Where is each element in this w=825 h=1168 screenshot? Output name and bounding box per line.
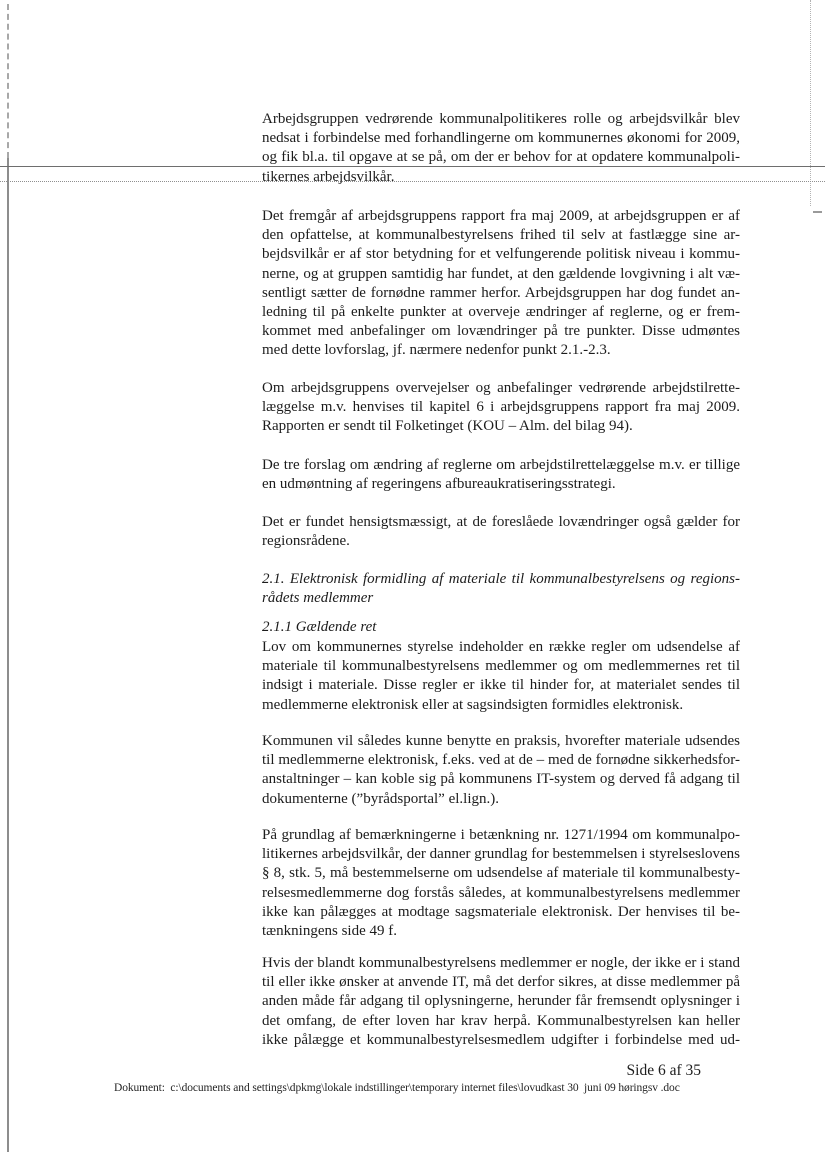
text-line: med dette lovforslag, jf. nærmere nedenfor punkt 2.1.-2.3. (262, 342, 611, 359)
scan-border-left-dashed (7, 4, 9, 158)
para-overvejelser-kapitel-6 (262, 379, 740, 437)
text-line: anstaltninger – kan koble sig på kommunens IT-system og derved få adgang til (262, 771, 740, 788)
text-line: litikernes arbejdsvilkår, der danner grundlag for bestemmelsen i styrelseslovens (262, 846, 741, 863)
para-lov-om-kommunernes-styrelse (262, 638, 740, 715)
text-line: dokumenterne (”byrådsportal” el.lign.). (262, 790, 499, 807)
text-line: nerne, og at gruppen samtidig har fundet, at den gældende lovgivning i alt væ- (262, 265, 740, 282)
document-path-footer: Dokument: c:\documents and settings\dpkmg\lokale indstillinger\temporary internet files\lovudkast 30 juni 09 høringsv .doc (114, 1082, 680, 1094)
text-line: tikernes arbejdsvilkår. (262, 168, 395, 185)
text-line: ikke kan pålægges at modtage sagsmateriale elektronisk. Der henvises til be- (262, 903, 740, 920)
text-line: sentligt sætter de fornødne rammer herfor. Arbejdsgruppen har dog fundet an- (262, 284, 740, 301)
para-rapport-maj-2009 (262, 207, 740, 361)
para-betaenkning-1271-1994 (262, 826, 740, 941)
para-kommunen-praksis (262, 732, 740, 809)
text-line: § 8, stk. 5, må bestemmelserne om udsendelse af materiale til kommunalbesty- (262, 865, 740, 882)
text-line: og fik bl.a. til opgave at se på, om der er behov for at opdatere kommunalpoli- (262, 149, 740, 166)
text-line: Rapporten er sendt til Folketinget (KOU – Alm. del bilag 94). (262, 418, 633, 435)
text-line: ikke pålægge et kommunalbestyrelsesmedlem udgifter i forbindelse med ud- (262, 1031, 740, 1048)
text-line: De tre forslag om ændring af reglerne om arbejdstilrettelæggelse m.v. er tillige (262, 457, 740, 473)
heading-2-1-elektronisk-formidling (262, 570, 740, 608)
scan-mark-right (813, 211, 822, 213)
text-line: indsigt i materiale. Disse regler er ikke til hinder for, at materialet sendes til (262, 677, 740, 694)
text-line: Kommunen vil således kunne benytte en praksis, hvorefter materiale udsendes (262, 733, 740, 749)
para-arbejdsgruppen-nedsat (262, 110, 740, 187)
para-regionsraadene (262, 513, 740, 551)
text-line: På grundlag af bemærkningerne i betænkning nr. 1271/1994 om kommunalpo- (262, 827, 740, 843)
text-line: tænkningens side 49 f. (262, 923, 397, 940)
text-line: kommet med anbefalinger om lovændringer på tre punkter. Disse udmøntes (262, 323, 740, 340)
text-line: Arbejdsgruppen vedrørende kommunalpolitikeres rolle og arbejdsvilkår blev (262, 111, 740, 127)
scan-border-left (7, 158, 9, 1152)
text-line: bejdsvilkår er af stor betydning for et velfungerende politisk niveau i kommu- (262, 246, 740, 263)
text-line: relsesmedlemmerne dog forstås således, at kommunalbestyrelsens medlemmer (262, 884, 740, 901)
heading-2-1-1-gaeldende-ret (262, 618, 740, 637)
text-line: til medlemmerne elektronisk, f.eks. ved at de – med de fornødne sikkerhedsfor- (262, 752, 740, 769)
page-number: Side 6 af 35 (626, 1062, 701, 1079)
text-line: nedsat i forbindelse med forhandlingerne om kommunernes økonomi for 2009, (262, 130, 740, 147)
text-line: Hvis der blandt kommunalbestyrelsens medlemmer er nogle, der ikke er i stand (262, 955, 740, 971)
text-line: læggelse m.v. henvises til kapitel 6 i arbejdsgruppens rapport fra maj 2009. (262, 399, 740, 416)
text-line: ledning til på enkelte punkter at overveje ændringer af reglerne, og er frem- (262, 304, 740, 321)
text-line: Om arbejdsgruppens overvejelser og anbefalinger vedrørende arbejdstilrette- (262, 380, 740, 396)
scan-border-right-dotted (810, 0, 811, 206)
para-hvis-der-blandt-medlemmer (262, 954, 740, 1050)
heading-line: rådets medlemmer (262, 590, 374, 607)
text-line: regionsrådene. (262, 533, 350, 550)
heading-line: 2.1. Elektronisk formidling af materiale til kommunalbestyrelsens og regions- (262, 571, 740, 587)
heading-line: 2.1.1 Gældende ret (262, 619, 377, 635)
text-line: det omfang, de efter loven har krav herpå. Kommunalbestyrelsen kan heller (262, 1012, 740, 1029)
para-tre-forslag (262, 456, 740, 494)
text-line: Det fremgår af arbejdsgruppens rapport fra maj 2009, at arbejdsgruppen er af (262, 208, 740, 224)
text-line: en udmøntning af regeringens afbureaukratiseringsstrategi. (262, 476, 616, 493)
text-line: Det er fundet hensigtsmæssigt, at de foreslåede lovændringer også gælder for (262, 514, 740, 530)
text-line: til eller ikke ønsker at anvende IT, må det derfor sikres, at disse medlemmer på (262, 974, 740, 991)
text-line: medlemmerne elektronisk eller at sagsindsigten formidles elektronisk. (262, 696, 684, 713)
text-line: anden måde får adgang til oplysningerne, herunder får fremsendt oplysninger i (262, 993, 740, 1010)
text-line: Lov om kommunernes styrelse indeholder en række regler om udsendelse af (262, 639, 740, 655)
text-line: den opfattelse, at kommunalbestyrelsens frihed til selv at fastlægge sine ar- (262, 227, 740, 244)
text-line: materiale til kommunalbestyrelsens medlemmer og om medlemmernes ret til (262, 658, 740, 675)
